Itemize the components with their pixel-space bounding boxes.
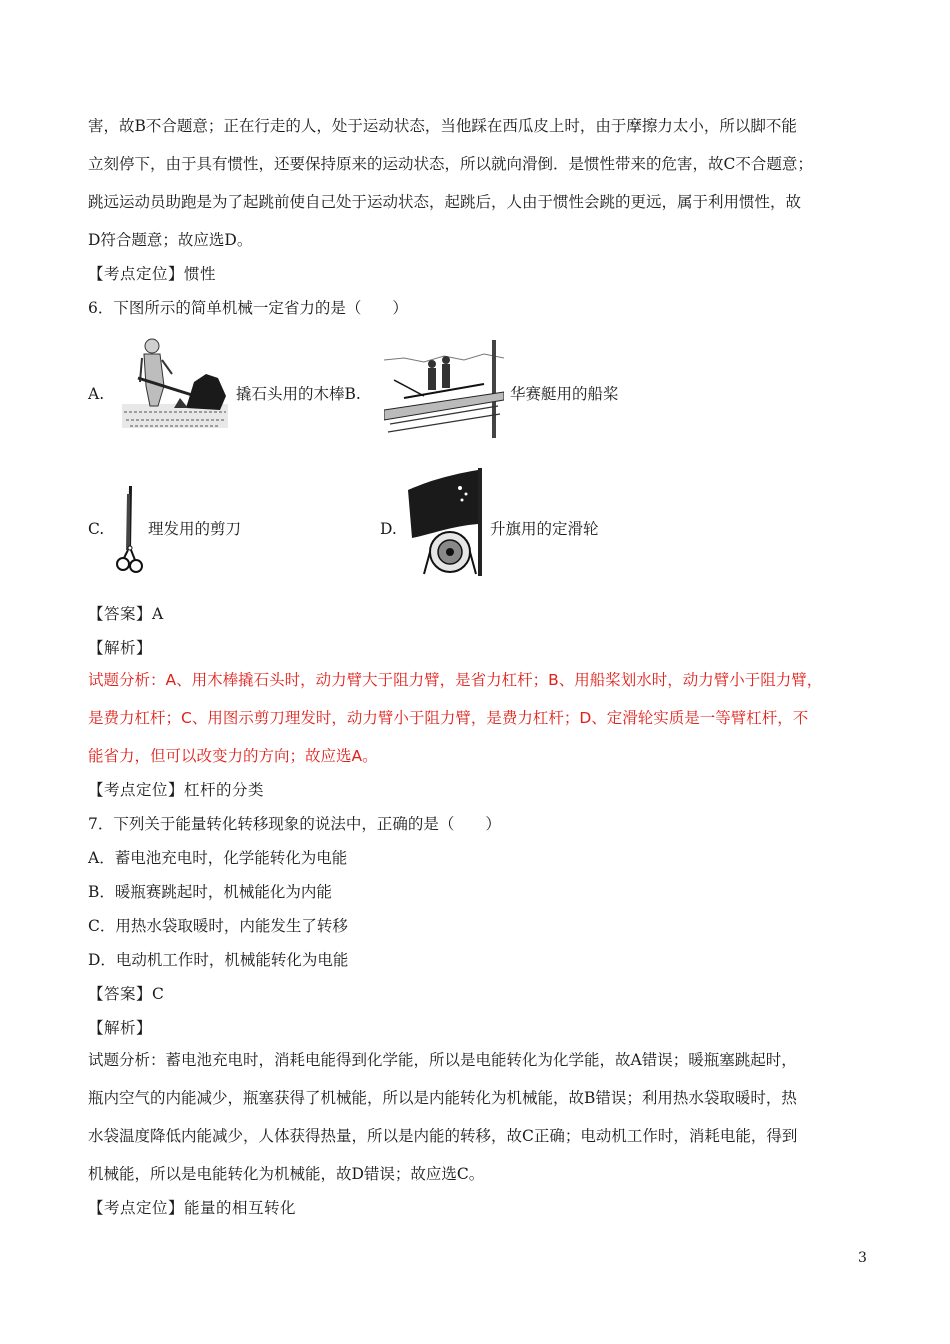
q5-explanation-line-2: 立刻停下，由于具有惯性，还要保持原来的运动状态，所以就向滑倒．是惯性带来的危害，故C不合题意；: [88, 155, 813, 173]
q7-jiexi-heading: 【解析】: [88, 1019, 153, 1037]
q6-option-c-text: 理发用的剪刀: [148, 520, 242, 538]
q6-analysis-line-2: 是费力杠杆；C、用图示剪刀理发时，动力臂小于阻力臂，是费力杠杆；D、定滑轮实质是一等臂杠杆，不: [88, 709, 809, 727]
q6-answer: 【答案】A: [88, 605, 164, 623]
q6-option-b-text: 华赛艇用的船桨: [510, 385, 619, 403]
q6-analysis-line-3: 能省力，但可以改变力的方向；故应选A。: [88, 747, 378, 765]
q6-option-d-text: 升旗用的定滑轮: [490, 520, 599, 538]
q6-analysis-line-1: 试题分析：A、用木棒撬石头时，动力臂大于阻力臂，是省力杠杆；B、用船桨划水时，动力臂小于阻力臂，: [88, 671, 823, 689]
q6-option-a-text: 撬石头用的木棒B.: [236, 385, 361, 403]
rowing-oar-image: [384, 340, 504, 438]
q7-analysis-line-3: 水袋温度降低内能减少，人体获得热量，所以是内能的转移，故C正确；电动机工作时，消耗电能，得到: [88, 1127, 798, 1145]
crowbar-rock-image: [120, 334, 230, 430]
q5-explanation-line-1: 害，故B不合题意；正在行走的人，处于运动状态，当他踩在西瓜皮上时，由于摩擦力太小，所以脚不能: [88, 117, 797, 135]
q5-kaodian: 【考点定位】惯性: [88, 265, 217, 283]
q7-kaodian: 【考点定位】能量的相互转化: [88, 1199, 297, 1217]
q5-explanation-line-4: D符合题意；故应选D。: [88, 231, 253, 249]
q7-analysis-line-2: 瓶内空气的内能减少，瓶塞获得了机械能，所以是内能转化为机械能，故B错误；利用热水袋取暖时，热: [88, 1089, 797, 1107]
q6-kaodian: 【考点定位】杠杆的分类: [88, 781, 265, 799]
q6-option-d-label: D.: [380, 520, 397, 538]
q7-option-c: C．用热水袋取暖时，内能发生了转移: [88, 917, 348, 935]
q6-option-c-label: C.: [88, 520, 105, 538]
q7-option-d: D．电动机工作时，机械能转化为电能: [88, 951, 349, 969]
q7-option-b: B．暖瓶赛跳起时，机械能化为内能: [88, 883, 332, 901]
flag-pulley-image: [402, 466, 490, 576]
q7-analysis-line-4: 机械能，所以是电能转化为机械能，故D错误；故应选C。: [88, 1165, 485, 1183]
q6-jiexi-heading: 【解析】: [88, 639, 153, 657]
q6-stem: 6．下图所示的简单机械一定省力的是（ ）: [88, 299, 408, 317]
scissors-image: [114, 484, 146, 578]
q7-option-a: A．蓄电池充电时，化学能转化为电能: [88, 849, 348, 867]
page-number: 3: [858, 1250, 867, 1266]
q7-stem: 7．下列关于能量转化转移现象的说法中，正确的是（ ）: [88, 815, 501, 833]
q7-analysis-line-1: 试题分析：蓄电池充电时，消耗电能得到化学能，所以是电能转化为化学能，故A错误；暖瓶塞跳起时，: [88, 1051, 797, 1069]
q5-explanation-line-3: 跳远运动员助跑是为了起跳前使自己处于运动状态，起跳后，人由于惯性会跳的更远，属于利用惯性，故: [88, 193, 802, 211]
q7-answer: 【答案】C: [88, 985, 165, 1003]
q6-option-a-label: A.: [88, 385, 105, 403]
